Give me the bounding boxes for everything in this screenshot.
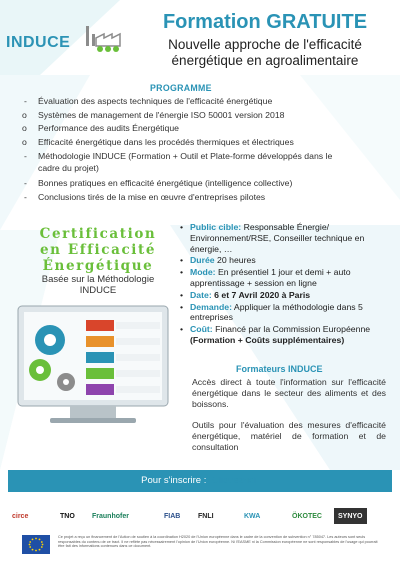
certification-subtitle <box>12 274 184 296</box>
certification-line-2: en Efficacité <box>39 242 157 258</box>
info-public: • Public cible: Responsable Énergie/ Environnement/RSE, Conseiller technique en énergie, … <box>180 222 390 254</box>
programme-item: - Évaluation des aspects techniques de l'efficacité énergétique <box>18 96 388 108</box>
info-mode: • Mode: En présentiel 1 jour et demi + auto apprentissage + session en ligne <box>180 267 390 289</box>
page-subtitle-1: Nouvelle approche de l'efficacité <box>168 37 362 52</box>
registration-link[interactable]: Cliquez-ici <box>211 475 256 486</box>
registration-banner <box>8 470 392 492</box>
logo-text: INDUCE <box>6 34 71 51</box>
induce-logo <box>6 22 132 58</box>
certification-line-3: Énergétique <box>42 258 154 274</box>
formateurs-paragraph-2: Outils pour l'évaluation des mesures d'efficacité énergétique, matériel de formation et de consultation <box>192 420 386 452</box>
info-cout: • Coût: Financé par la Commission Européenne (Formation + Coûts supplémentaires) <box>180 324 390 346</box>
page-subtitle-2: énergétique en agroalimentaire <box>171 53 359 68</box>
programme-subitem: o Efficacité énergétique dans les procédés thermiques et électriques <box>18 137 388 149</box>
formateurs-heading: Formateurs INDUCE <box>236 364 323 374</box>
formateurs-paragraph-1: Accès direct à toute l'information sur l'efficacité énergétique dans le secteur des aliments et des boissons. <box>192 377 386 409</box>
partner-logo: KWA <box>244 512 261 520</box>
certification-title <box>12 226 184 274</box>
partner-logo: Fraunhofer <box>92 512 129 520</box>
eu-disclaimer: Ce projet a reçu un financement de l'Action de soutien à la coordination H2020 de l'Union européenne dans le cadre de la convention de subvention n° 785047. Les auteurs sont seuls responsables du contenu de ce tract. Il ne reflète pas nécessairement l'opinion de l'Union européenne. Ni l'EASME ni la Commission européenne ne sont responsables de l'usage qui pourrait être fait des informations contenues dans ce document. <box>58 535 378 549</box>
certification-sub-1: Basée sur la Méthodologie <box>41 274 155 285</box>
partner-logo: FIAB <box>164 512 181 520</box>
eu-flag-icon <box>22 535 50 554</box>
partner-logos <box>8 504 392 528</box>
info-list <box>180 222 390 347</box>
programme-list <box>18 93 388 204</box>
programme-item: - Conclusions tirés de la mise en œuvre d'entreprises pilotes <box>18 192 388 204</box>
info-duree: • Durée 20 heures <box>180 255 390 266</box>
info-demande: • Demande: Appliquer la méthodologie dans 5 entreprises <box>180 302 390 324</box>
partner-logo: TNO <box>60 512 75 520</box>
certification-line-1: Certification <box>39 226 157 242</box>
partner-logo: SYNYO <box>334 508 367 524</box>
page-title: Formation GRATUITE <box>162 11 368 33</box>
registration-text: Pour s'inscrire : <box>141 475 209 486</box>
info-date: • Date: 6 et 7 Avril 2020 à Paris <box>180 290 390 301</box>
programme-item: - Bonnes pratiques en efficacité énergétique (intelligence collective) <box>18 178 388 190</box>
monitor-illustration <box>10 300 180 436</box>
certification-sub-2: INDUCE <box>79 285 117 296</box>
programme-heading: PROGRAMME <box>150 83 212 93</box>
title-block <box>140 11 390 69</box>
programme-subitem: o Systèmes de management de l'énergie ISO 50001 version 2018 <box>18 110 388 122</box>
factory-icon <box>84 24 132 54</box>
partner-logo: FNLI <box>198 512 214 520</box>
programme-subitem: o Performance des audits Énergétique <box>18 123 388 135</box>
partner-logo: ÖKOTEC <box>292 512 322 520</box>
partner-logo: circe <box>12 512 29 520</box>
programme-item: - Méthodologie INDUCE (Formation + Outil et Plate-forme développés dans le cadre du projet) <box>18 151 388 174</box>
